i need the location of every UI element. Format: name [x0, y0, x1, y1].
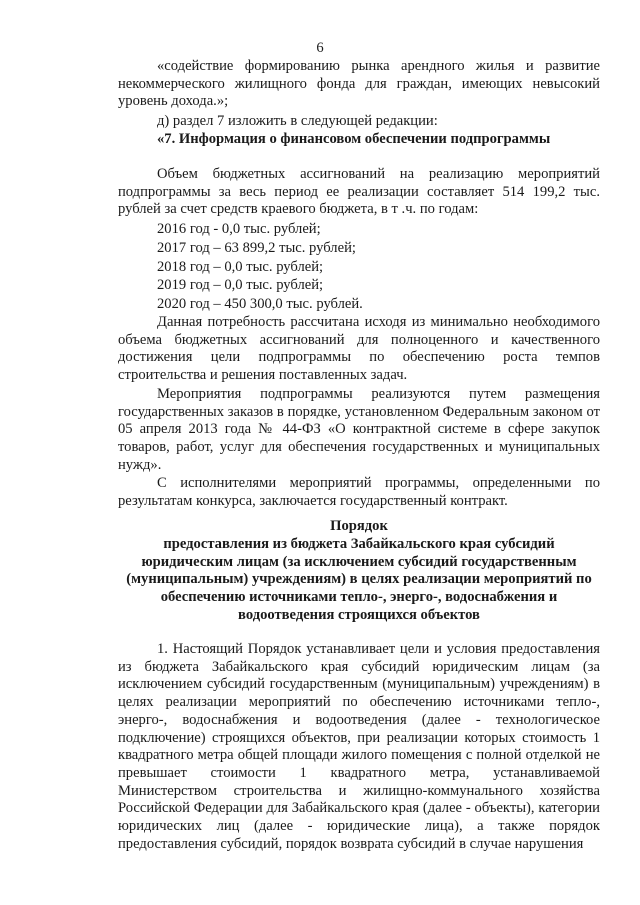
measures-paragraph: Мероприятия подпрограммы реализуются путем размещения государственных заказов в порядке, установленном Федеральным законом от 05 апреля 2013 года № 44-ФЗ «О контрактной системе в сфере закупок товаров, работ, услуг для обеспечения государственных и муниципальных нужд».	[118, 386, 600, 473]
page-number: 6	[316, 40, 324, 56]
years-list	[157, 220, 587, 314]
contract-paragraph: С исполнителями мероприятий программы, определенными по результатам конкурса, заключается государственный контракт.	[118, 475, 600, 509]
order-subtitle: предоставления из бюджета Забайкальского края субсидий юридическим лицам (за исключением субсидий государственным (муниципальным) учреждениям) в целях реализации мероприятий по обеспечению источниками тепло-, энерго-, водоснабжения и водоотведения строящихся объектов	[126, 536, 592, 623]
section-title: «7. Информация о финансовом обеспечении подпрограммы	[157, 131, 551, 147]
quote-end-paragraph: «содействие формированию рынка арендного жилья и развитие некоммерческого жилищного фонда для граждан, имеющих невысокий уровень дохода.»;	[118, 58, 600, 110]
order-title: Порядок	[330, 518, 388, 534]
year-item: 2018 год – 0,0 тыс. рублей;	[157, 258, 324, 275]
clause-1-paragraph: 1. Настоящий Порядок устанавливает цели и условия предоставления из бюджета Забайкальского края субсидий юридическим лицам (за исключением субсидий государственным (муниципальным) учреждениям) в целях реализации мероприятий по обеспечению источниками тепло-, энерго-, водоснабжения и водоотведения (далее - технологическое подключение) строящихся объектов, при реализации которых стоимость 1 квадратного метра общей площади жилого помещения с полной отделкой не превышает стоимости 1 квадратного метра, устанавливаемой Министерством строительства и жилищно-коммунального хозяйства Российской Федерации для Забайкальского края (далее - объекты), категории юридических лиц (далее - юридические лица), а также порядок предоставления субсидий, порядок возврата субсидий в случае нарушения	[118, 641, 600, 852]
year-item: 2019 год – 0,0 тыс. рублей;	[157, 277, 324, 294]
year-item: 2016 год - 0,0 тыс. рублей;	[157, 221, 321, 237]
year-item: 2017 год – 63 899,2 тыс. рублей;	[157, 239, 356, 256]
year-item: 2020 год – 450 300,0 тыс. рублей.	[157, 296, 363, 313]
item-d-paragraph: д) раздел 7 изложить в следующей редакции:	[157, 113, 438, 129]
need-paragraph: Данная потребность рассчитана исходя из минимально необходимого объема бюджетных ассигнований для полноценного и качественного достижения цели подпрограммы по обеспечению роста темпов строительства и решения поставленных задач.	[118, 314, 600, 384]
volume-paragraph: Объем бюджетных ассигнований на реализацию мероприятий подпрограммы за весь период ее реализации составляет 514 199,2 тыс. рублей за счет средств краевого бюджета, в т .ч. по годам:	[118, 166, 600, 218]
